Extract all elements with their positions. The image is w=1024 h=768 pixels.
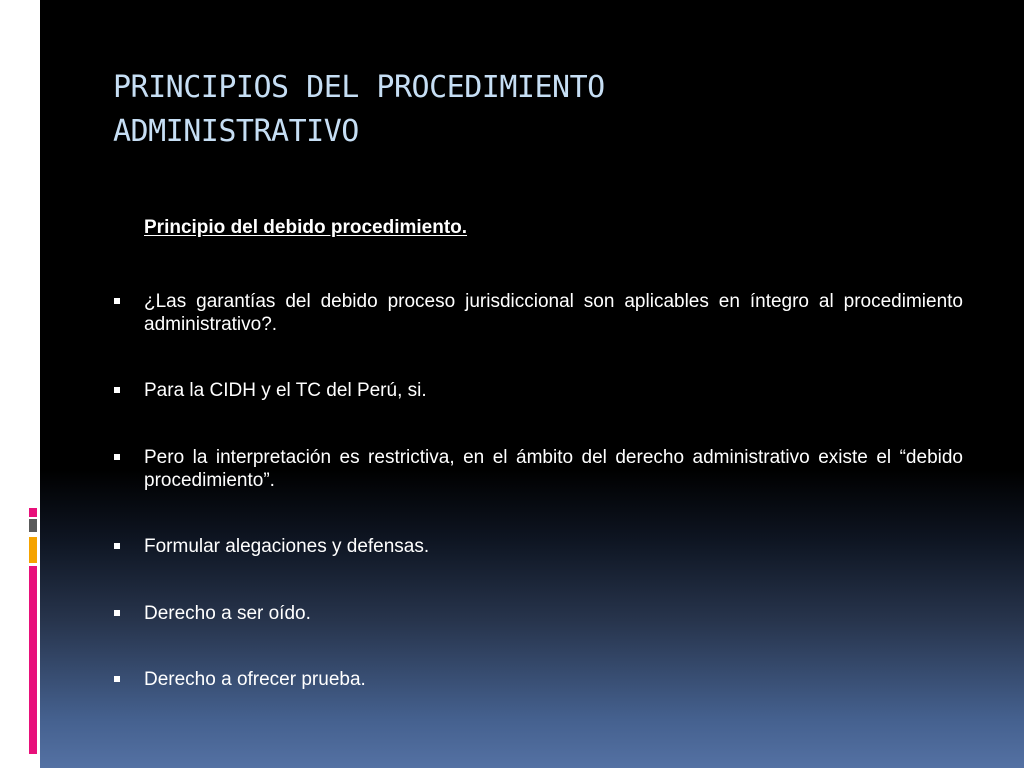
left-white-strip: [0, 0, 40, 768]
bullet-item: [113, 535, 963, 558]
bullet-square-icon: [113, 379, 144, 402]
bullet-item: [113, 668, 963, 691]
subheading: Principio del debido procedimiento.: [144, 217, 468, 238]
slide-content: [113, 216, 963, 690]
bullet-text: Formular alegaciones y defensas.: [144, 536, 430, 557]
slide-title: [113, 66, 973, 154]
bullet-square-icon: [113, 535, 144, 558]
bullet-square-icon: [113, 668, 144, 691]
bullet-text: Para la CIDH y el TC del Perú, si.: [144, 380, 427, 401]
bullet-square-icon: [113, 602, 144, 625]
accent-bar-pink-top: [29, 508, 37, 517]
bullet-item: [113, 602, 963, 625]
bullet-text: Pero la interpretación es restrictiva, en el ámbito del derecho administrativo existe el “debido procedimiento”.: [144, 447, 963, 491]
bullet-item: [113, 290, 963, 336]
title-line-2: ADMINISTRATIVO: [113, 114, 359, 149]
bullet-text: Derecho a ofrecer prueba.: [144, 669, 366, 690]
bullet-text: Derecho a ser oído.: [144, 603, 311, 624]
bullet-item: [113, 379, 963, 402]
title-line-1: PRINCIPIOS DEL PROCEDIMIENTO: [113, 70, 605, 105]
bullet-item: [113, 446, 963, 492]
bullet-square-icon: [113, 446, 144, 492]
bullet-text: ¿Las garantías del debido proceso jurisdiccional son aplicables en íntegro al procedimiento administrativo?.: [144, 291, 963, 335]
accent-bar-gray: [29, 519, 37, 532]
accent-bar-orange: [29, 537, 37, 563]
bullet-square-icon: [113, 290, 144, 336]
accent-bar-pink-long: [29, 566, 37, 754]
